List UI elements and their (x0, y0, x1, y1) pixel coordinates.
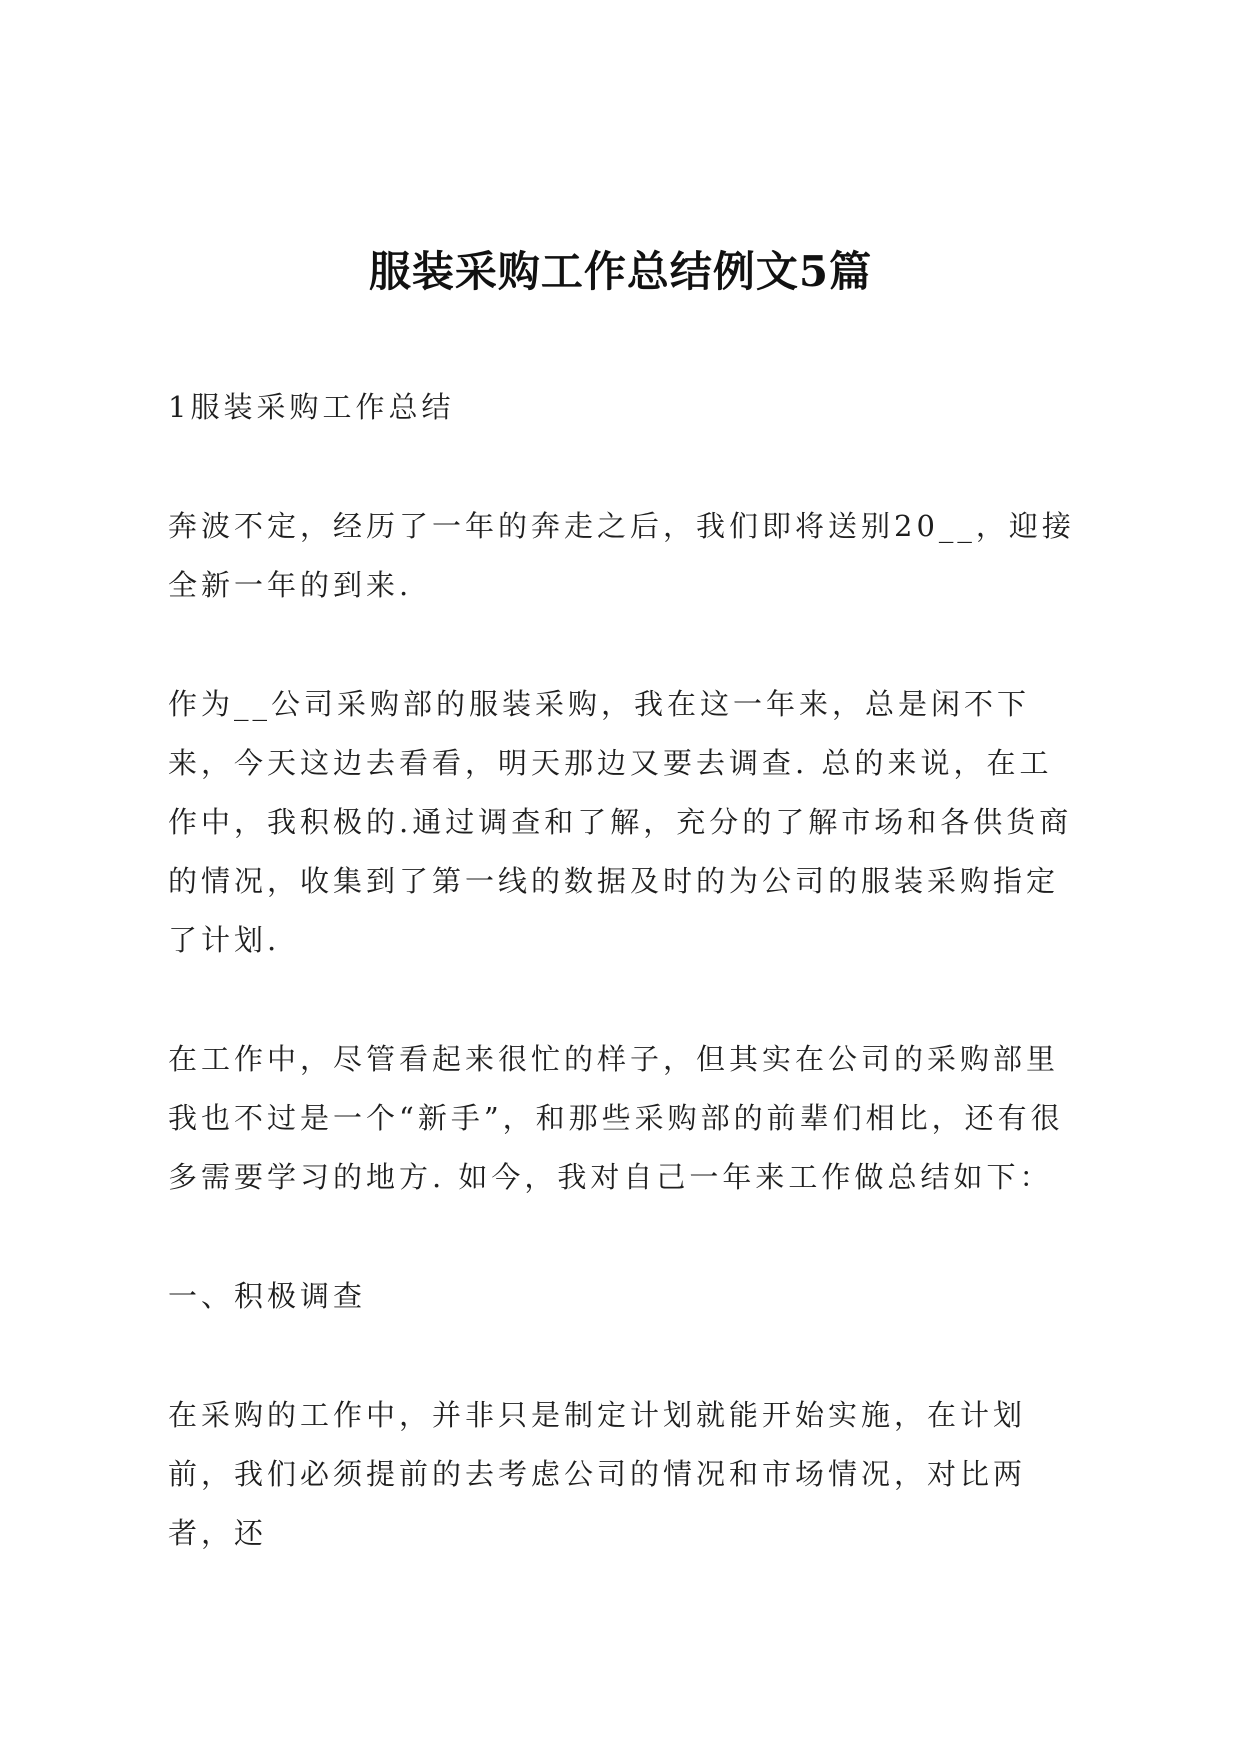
document-title: 服装采购工作总结例文5篇 (368, 247, 873, 296)
paragraph-1: 奔波不定，经历了一年的奔走之后，我们即将送别20__，迎接全新一年的到来. (168, 509, 1075, 602)
document-body (168, 378, 1080, 1563)
paragraph-2: 作为__公司采购部的服装采购，我在这一年来，总是闲不下来，今天这边去看看，明天那边又要去调查. 总的来说，在工作中，我积极的.通过调查和了解，充分的了解市场和各供货商的情况，收集到了第一线的数据及时的为公司的服装采购指定了计划. (168, 687, 1073, 957)
paragraph-3: 在工作中，尽管看起来很忙的样子，但其实在公司的采购部里我也不过是一个“新手”，和那些采购部的前辈们相比，还有很多需要学习的地方. 如今，我对自己一年来工作做总结如下： (168, 1042, 1064, 1194)
section-heading: 1服装采购工作总结 (168, 390, 455, 424)
closing-paragraph: 在采购的工作中，并非只是制定计划就能开始实施，在计划前，我们必须提前的去考虑公司的情况和市场情况，对比两者，还 (168, 1398, 1027, 1550)
subheading: 一、积极调查 (168, 1279, 367, 1313)
